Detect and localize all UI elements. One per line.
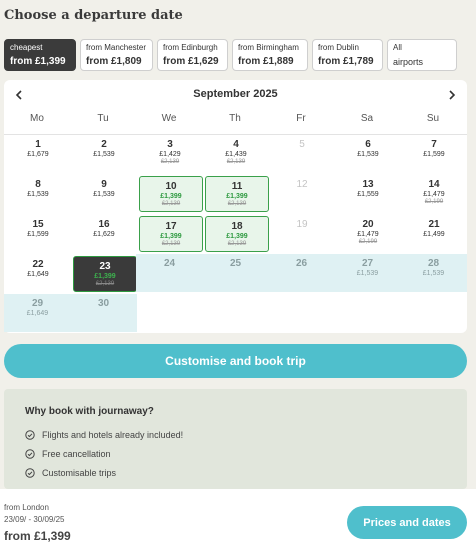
day-number: 13 <box>362 179 374 190</box>
day-number: 12 <box>296 179 308 190</box>
weekday-label: Mo <box>30 113 44 124</box>
why-book-title: Why book with journaway? <box>25 406 154 417</box>
calendar-day-13[interactable] <box>335 175 401 213</box>
calendar-day-4[interactable] <box>203 135 269 173</box>
next-month-button[interactable] <box>443 86 461 104</box>
check-circle-icon <box>25 430 35 440</box>
day-price: £1,679 <box>27 151 49 158</box>
airport-option-birmingham[interactable] <box>232 39 308 71</box>
weekday-label: Tu <box>97 113 109 124</box>
calendar-day-9[interactable] <box>71 175 137 213</box>
calendar-day-21[interactable] <box>401 215 467 253</box>
day-original-price: £2,139 <box>95 281 115 287</box>
day-number: 10 <box>165 181 177 192</box>
day-original-price: £2,139 <box>227 241 247 247</box>
day-number: 17 <box>165 221 177 232</box>
calendar-day-12 <box>269 175 335 213</box>
calendar-day-3[interactable] <box>137 135 203 173</box>
day-number: 16 <box>98 219 110 230</box>
benefit-item <box>25 463 446 482</box>
calendar-day-24[interactable] <box>136 254 203 292</box>
calendar <box>4 80 467 333</box>
airport-option-all[interactable] <box>387 39 457 71</box>
benefit-text: Flights and hotels already included! <box>42 429 184 440</box>
day-number: 6 <box>365 139 371 150</box>
why-book-panel <box>4 389 467 489</box>
check-circle-icon <box>25 449 35 459</box>
chevron-right-icon <box>446 89 458 101</box>
airport-option-dublin[interactable] <box>312 39 383 71</box>
day-number: 2 <box>101 139 107 150</box>
day-price: £1,539 <box>356 270 379 277</box>
day-number: 29 <box>31 298 44 309</box>
check-circle-icon <box>25 468 35 478</box>
calendar-day-7[interactable] <box>401 135 467 173</box>
calendar-day-18[interactable] <box>205 216 269 252</box>
calendar-day-22[interactable] <box>5 255 71 293</box>
calendar-day-6[interactable] <box>335 135 401 173</box>
day-number: 24 <box>163 258 176 269</box>
calendar-day-27[interactable] <box>334 254 401 292</box>
origin-text: from London <box>4 503 49 512</box>
benefit-item <box>25 444 446 463</box>
day-original-price: £2,199 <box>358 239 378 245</box>
calendar-day-2[interactable] <box>71 135 137 173</box>
calendar-day-30[interactable] <box>70 294 137 332</box>
airport-option-label: from Edinburgh <box>163 43 218 52</box>
day-price: £1,499 <box>423 231 445 238</box>
day-price: £1,399 <box>160 233 182 240</box>
calendar-day-19 <box>269 215 335 253</box>
weekday-label: Th <box>229 113 241 124</box>
day-number: 7 <box>431 139 437 150</box>
day-price: £1,399 <box>160 193 182 200</box>
page-title: Choose a departure date <box>4 8 183 23</box>
day-price: £1,539 <box>27 191 49 198</box>
airport-option-edinburgh[interactable] <box>157 39 228 71</box>
day-original-price: £2,139 <box>161 201 181 207</box>
day-number: 5 <box>299 139 305 150</box>
day-number: 9 <box>101 179 107 190</box>
day-number: 11 <box>231 181 243 192</box>
day-price: £1,399 <box>226 193 248 200</box>
airport-option-label: All <box>393 43 402 52</box>
day-number: 3 <box>167 139 173 150</box>
benefit-text: Customisable trips <box>42 467 117 478</box>
day-number: 18 <box>231 221 243 232</box>
airport-option-label: from Manchester <box>86 43 147 52</box>
day-price: £1,399 <box>94 273 116 280</box>
calendar-day-26[interactable] <box>268 254 335 292</box>
day-number: 28 <box>427 258 440 269</box>
total-price: from £1,399 <box>4 529 71 543</box>
airport-option-price: from £1,889 <box>238 56 294 67</box>
airport-option-label-2: airports <box>393 57 424 67</box>
airport-option-label: cheapest <box>10 43 43 52</box>
airport-option-price: from £1,809 <box>86 56 142 67</box>
day-price: £1,629 <box>93 231 115 238</box>
day-number: 25 <box>229 258 242 269</box>
weekday-label: Sa <box>360 113 374 124</box>
weekday-label: Su <box>426 113 440 124</box>
airport-option-cheapest[interactable] <box>4 39 76 71</box>
day-price: £1,439 <box>225 151 247 158</box>
day-number: 23 <box>99 261 111 272</box>
day-price: £1,599 <box>423 151 445 158</box>
day-number: 26 <box>295 258 308 269</box>
day-price: £1,539 <box>93 191 115 198</box>
day-price: £1,539 <box>357 151 379 158</box>
weekday-label: We <box>161 113 177 124</box>
day-price: £1,599 <box>27 231 49 238</box>
airport-option-manchester[interactable] <box>80 39 153 71</box>
day-number: 21 <box>428 219 440 230</box>
customise-book-button[interactable]: Customise and book trip <box>4 344 467 378</box>
prices-dates-button[interactable]: Prices and dates <box>347 506 467 539</box>
benefit-item <box>25 425 446 444</box>
day-price: £1,479 <box>357 231 379 238</box>
day-number: 1 <box>35 139 41 150</box>
calendar-day-25[interactable] <box>202 254 269 292</box>
day-original-price: £2,139 <box>226 159 246 165</box>
day-price: £1,539 <box>422 270 445 277</box>
day-original-price: £2,139 <box>227 201 247 207</box>
calendar-day-16[interactable] <box>71 215 137 253</box>
calendar-day-15[interactable] <box>5 215 71 253</box>
calendar-day-5 <box>269 135 335 173</box>
day-price: £1,649 <box>26 310 49 317</box>
calendar-day-20[interactable] <box>335 215 401 253</box>
calendar-day-1[interactable] <box>5 135 71 173</box>
day-price: £1,399 <box>226 233 248 240</box>
day-number: 22 <box>32 259 44 270</box>
day-number: 4 <box>233 139 239 150</box>
day-original-price: £2,139 <box>161 241 181 247</box>
calendar-day-17[interactable] <box>139 216 203 252</box>
airport-filter <box>4 39 457 71</box>
day-price: £1,479 <box>423 191 445 198</box>
airport-option-price: from £1,399 <box>10 56 66 67</box>
month-label: September 2025 <box>193 88 278 100</box>
day-number: 20 <box>362 219 374 230</box>
booking-footer <box>0 489 476 551</box>
day-number: 14 <box>428 179 440 190</box>
day-price: £1,649 <box>27 271 49 278</box>
day-price: £1,539 <box>93 151 115 158</box>
day-number: 19 <box>296 219 308 230</box>
calendar-day-14[interactable] <box>401 175 467 213</box>
day-number: 15 <box>32 219 44 230</box>
day-number: 27 <box>361 258 374 269</box>
day-original-price: £2,139 <box>160 159 180 165</box>
day-price: £1,559 <box>357 191 379 198</box>
day-number: 8 <box>35 179 41 190</box>
calendar-day-11[interactable] <box>205 176 269 212</box>
dates-text: 23/09/ - 30/09/25 <box>4 515 65 524</box>
airport-option-price: from £1,629 <box>163 56 219 67</box>
calendar-day-23[interactable] <box>73 256 137 292</box>
calendar-day-8[interactable] <box>5 175 71 213</box>
day-original-price: £2,199 <box>424 199 444 205</box>
day-number: 30 <box>97 298 110 309</box>
calendar-day-10[interactable] <box>139 176 203 212</box>
calendar-day-28[interactable] <box>400 254 467 292</box>
airport-option-label: from Dublin <box>318 43 359 52</box>
airport-option-price: from £1,789 <box>318 56 374 67</box>
day-price: £1,429 <box>159 151 181 158</box>
calendar-day-29[interactable] <box>4 294 71 332</box>
benefit-text: Free cancellation <box>42 448 111 459</box>
weekday-label: Fr <box>296 113 306 124</box>
airport-option-label: from Birmingham <box>238 43 299 52</box>
calendar-header <box>4 86 467 102</box>
